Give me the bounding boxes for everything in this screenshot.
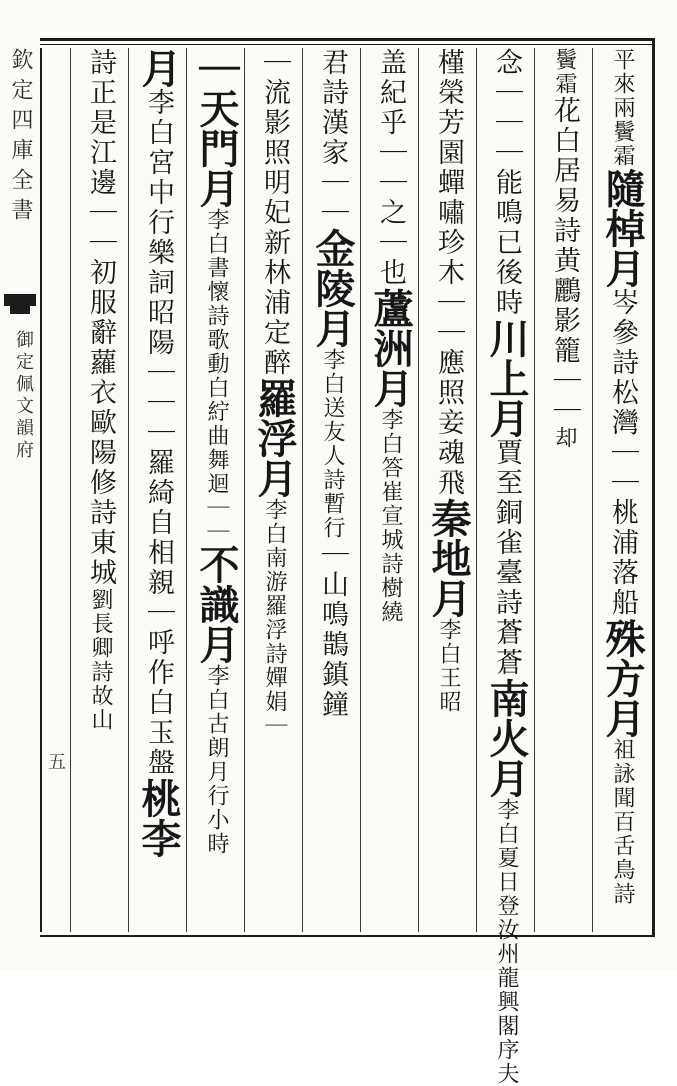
text-columns xyxy=(60,48,650,1086)
text-segment: 祖詠聞百舌鳥詩 xyxy=(610,738,635,906)
text-segment: 盖紀乎｜｜之｜也 xyxy=(375,48,406,288)
text-segment: 初服辭蘿衣歐陽修詩東城 xyxy=(85,258,116,588)
headword: 川上月 xyxy=(483,318,530,438)
text-segment: 李白夏日登汝州龍興閣序夫 xyxy=(494,798,519,1086)
text-segment: 李白南游羅浮詩嬋娟｜ xyxy=(262,498,287,738)
text-segment: 平來兩鬢霜 xyxy=(610,48,635,168)
text-segment: 槿榮芳園蟬嘯珍木 xyxy=(433,48,464,288)
text-segment: 鬢霜 xyxy=(552,48,577,96)
fish-tail-mark xyxy=(4,294,36,306)
text-segment: 李白送友人詩暫行 xyxy=(320,348,345,540)
frame-bottom-border xyxy=(40,935,655,937)
headword: 殊方月 xyxy=(599,618,646,738)
headword: 桃李 xyxy=(135,778,182,858)
text-segment: 却 xyxy=(552,426,577,450)
text-column xyxy=(418,48,477,932)
text-segment: 李白古朗月行小時 xyxy=(204,664,229,856)
text-column xyxy=(70,48,129,932)
text-column xyxy=(128,48,187,932)
headword: 月 xyxy=(135,48,182,88)
text-column xyxy=(476,48,535,1086)
text-column xyxy=(360,48,419,932)
text-column xyxy=(186,48,245,932)
headword: 金陵月 xyxy=(309,228,356,348)
text-segment: 君詩漢家｜｜ xyxy=(317,48,348,228)
text-segment: ｜｜應照妾魂飛 xyxy=(433,288,464,498)
headword: 秦地月 xyxy=(425,498,472,618)
text-segment: 新林浦定醉 xyxy=(259,228,290,378)
text-segment: 李白答崔宣城詩樹繞 xyxy=(378,408,403,624)
frame-top-inner-border xyxy=(40,44,655,45)
headword: 蘆洲月 xyxy=(367,288,414,408)
text-segment: ｜呼作白玉盤 xyxy=(143,598,174,778)
text-segment: 念｜｜｜能鳴已後時 xyxy=(491,48,522,318)
text-segment: 李白王昭 xyxy=(436,618,461,714)
text-column xyxy=(534,48,593,932)
page-number: 五 xyxy=(45,752,66,770)
frame-top-border xyxy=(40,38,655,41)
text-segment: 李白宮中行樂詞昭陽｜｜｜羅綺自相親 xyxy=(143,88,174,598)
text-segment: 李白書懷詩歌動白紵曲舞迴｜｜ xyxy=(204,208,229,544)
text-segment: 詩正是江邊｜｜ xyxy=(85,48,116,258)
text-segment: ｜流影照明妃 xyxy=(259,48,290,228)
margin-book-title: 御定佩文韻府 xyxy=(13,330,34,462)
text-segment: 花白居易詩黄鸝影籠｜｜ xyxy=(549,96,580,426)
headword: 隨棹月 xyxy=(599,168,646,288)
headword: 羅浮月 xyxy=(251,378,298,498)
margin-series-title: 欽定四庫全書 xyxy=(8,48,33,228)
text-segment: 岑參詩松灣｜｜桃浦落船 xyxy=(607,288,638,618)
text-segment: 賈至銅雀臺詩蒼蒼 xyxy=(491,438,522,678)
headword: 南火月 xyxy=(483,678,530,798)
frame-right-border xyxy=(652,38,655,937)
headword: ｜天門月 xyxy=(193,48,240,208)
text-column xyxy=(302,48,361,932)
text-column xyxy=(592,48,651,932)
headword: 不識月 xyxy=(193,544,240,664)
text-segment: 劉長卿詩故山 xyxy=(88,588,113,732)
fish-tail-mark-lower xyxy=(10,306,30,314)
text-segment: ｜山鳴鵲鎮鐘 xyxy=(317,540,348,720)
text-column xyxy=(244,48,303,932)
